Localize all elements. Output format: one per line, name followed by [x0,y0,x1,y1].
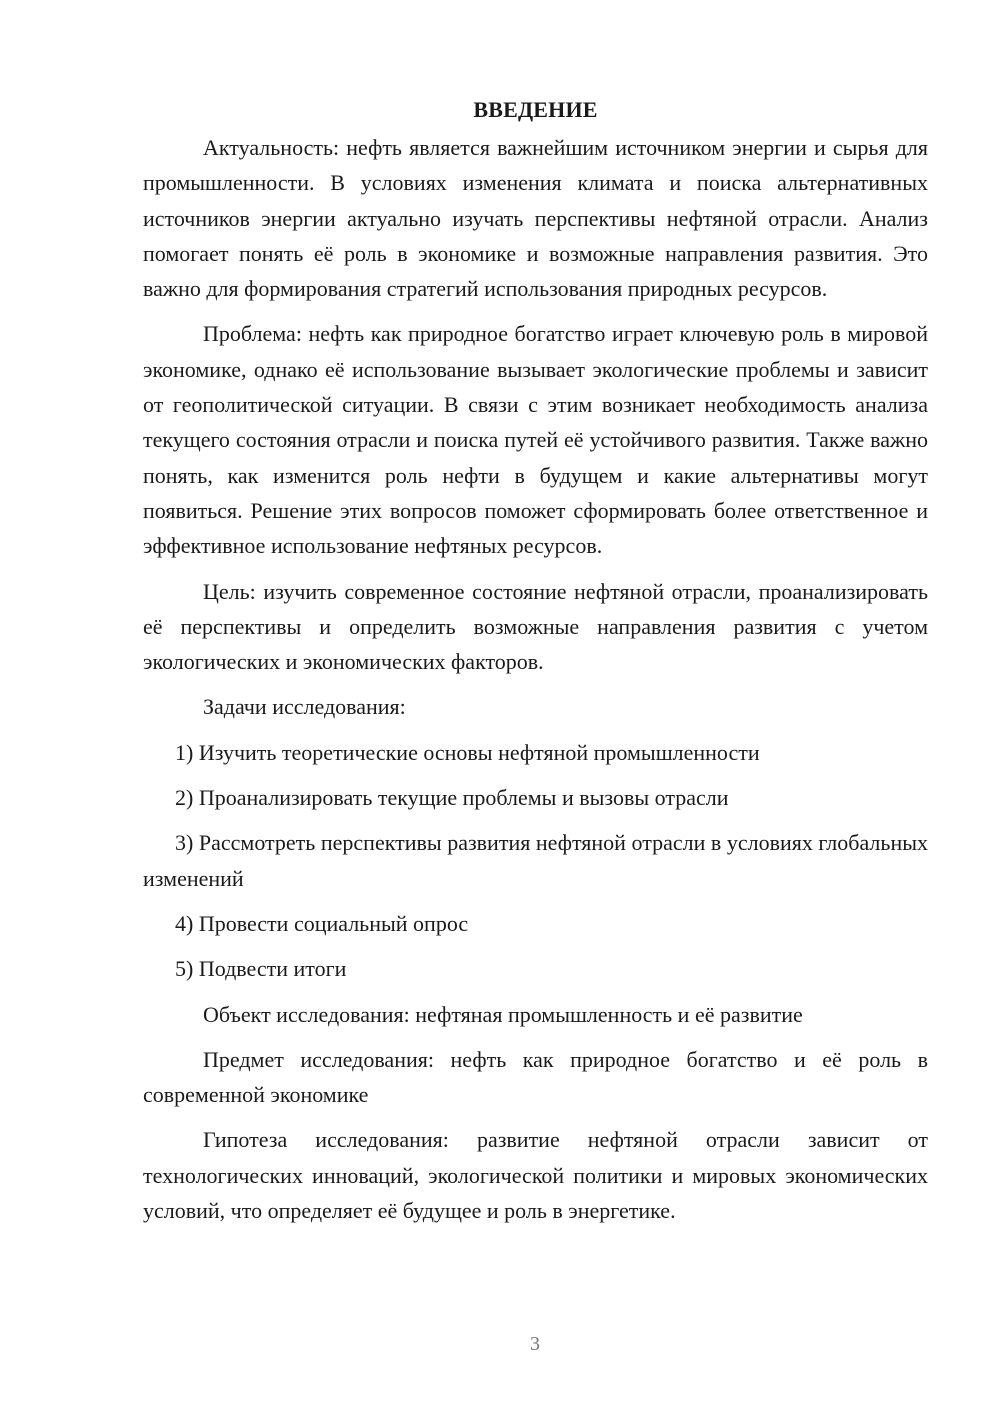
subject-paragraph: Предмет исследования: нефть как природное богатство и её роль в современной экономике [143,1046,928,1108]
goal-paragraph: Цель: изучить современное состояние нефтяной отрасли, проанализировать её перспективы и определить возможные направления развития с учетом экологических и экономических факторов. [143,578,928,675]
document-page [143,90,928,1238]
task-item: 3) Рассмотреть перспективы развития нефтяной отрасли в условиях глобальных изменений [143,830,928,891]
task-item: 5) Подвести итоги [175,956,347,982]
relevance-paragraph: Актуальность: нефть является важнейшим источником энергии и сырья для промышленности. В условиях изменения климата и поиска альтернативных источников энергии актуально изучать перспективы нефтяной отрасли. Анализ помогает понять её роль в экономике и возможные направления развития. Это важно для формирования стратегий использования природных ресурсов. [143,135,928,302]
object-paragraph: Объект исследования: нефтяная промышленность и её развитие [203,1001,803,1027]
task-item: 2) Проанализировать текущие проблемы и вызовы отрасли [175,785,729,811]
task-item: 1) Изучить теоретические основы нефтяной промышленности [175,739,760,765]
problem-paragraph: Проблема: нефть как природное богатство играет ключевую роль в мировой экономике, однако её использование вызывает экологические проблемы и зависит от геополитической ситуации. В связи с этим возникает необходимость анализа текущего состояния отрасли и поиска путей её устойчивого развития. Также важно понять, как изменится роль нефти в будущем и какие альтернативы могут появиться. Решение этих вопросов поможет сформировать более ответственное и эффективное использование нефтяных ресурсов. [143,321,928,559]
page-number: 3 [530,1333,540,1355]
task-item: 4) Провести социальный опрос [175,910,469,936]
page-title: ВВЕДЕНИЕ [473,97,598,122]
tasks-heading: Задачи исследования: [203,694,406,720]
hypothesis-paragraph: Гипотеза исследования: развитие нефтяной отрасли зависит от технологических инноваций, экологической политики и мировых экономических условий, что определяет её будущее и роль в энергетике. [143,1127,928,1224]
